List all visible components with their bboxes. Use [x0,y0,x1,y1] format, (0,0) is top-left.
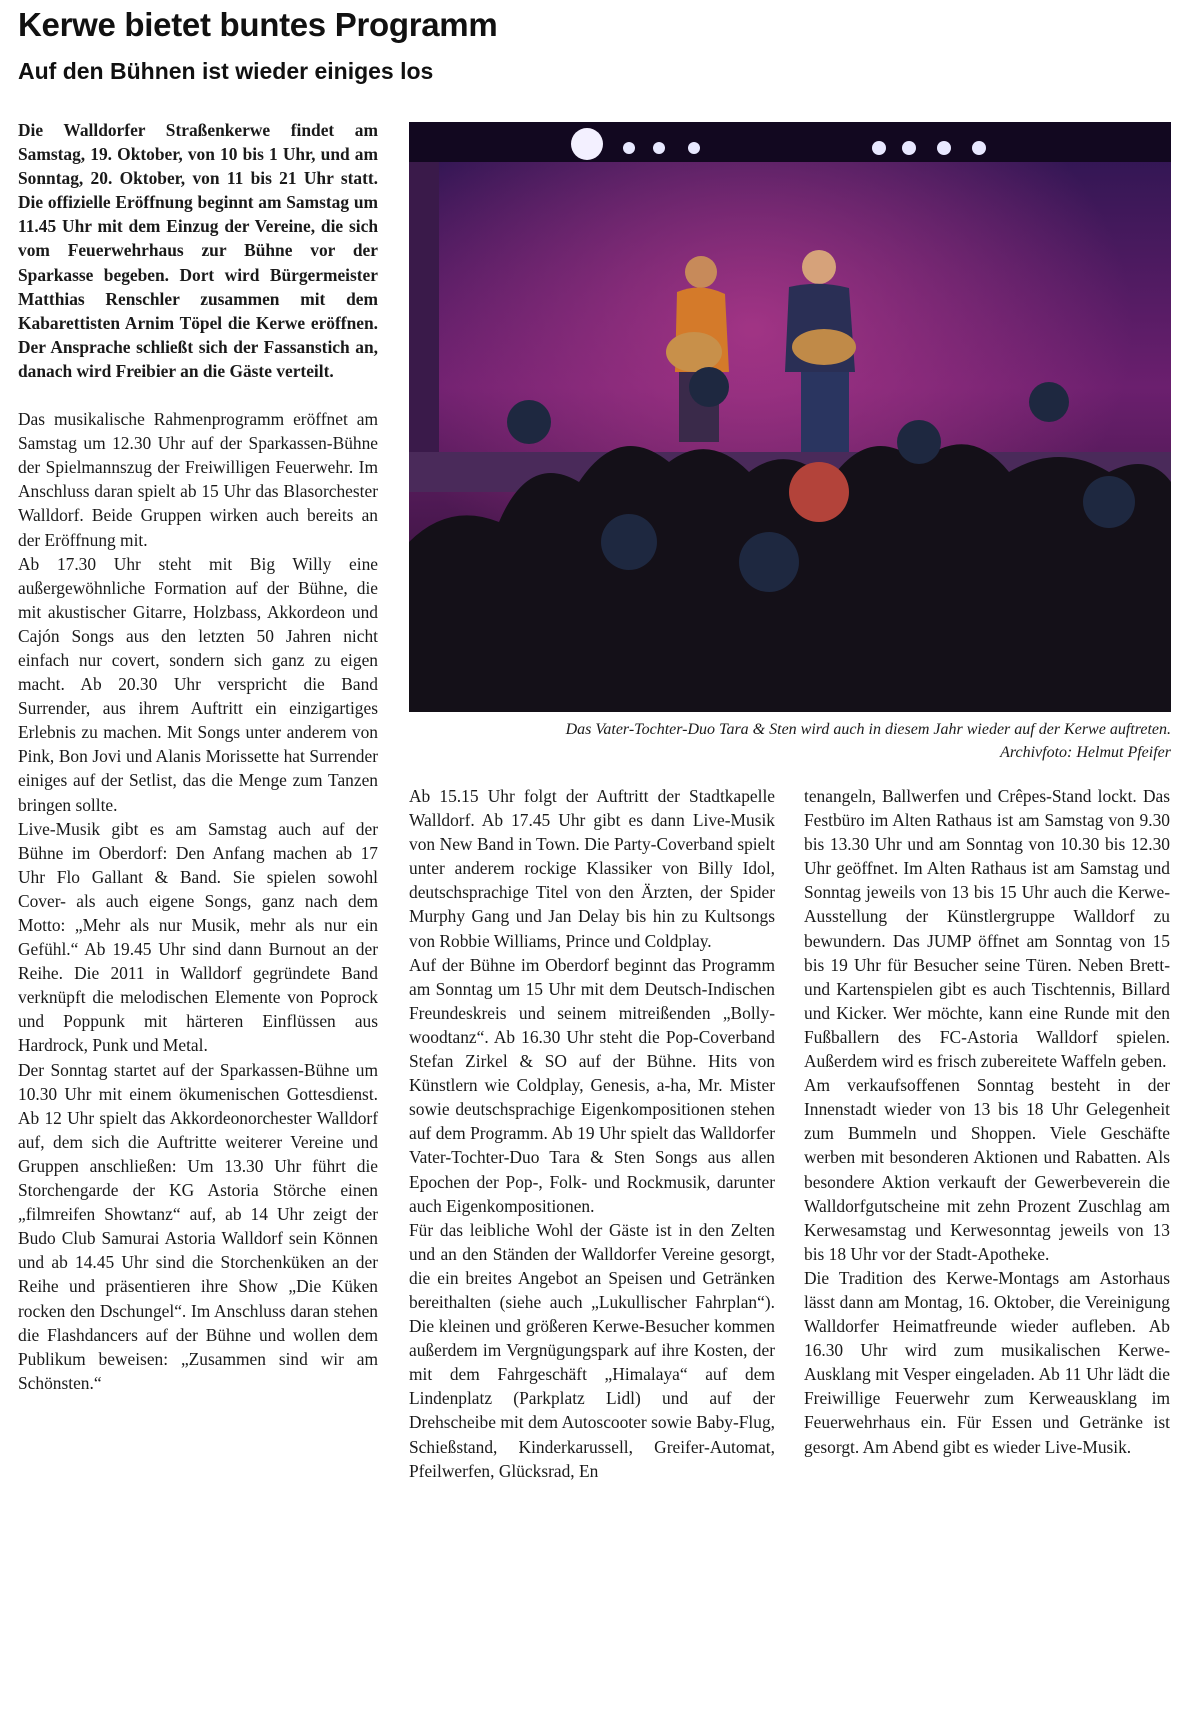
headline: Kerwe bietet buntes Programm [18,6,498,43]
article-column-3 [804,784,1170,1459]
body-paragraph: Live-Musik gibt es am Samstag auch auf der Bühne im Oberdorf: Den Anfang machen ab 17 Uhr Flo Gallant & Band. Sie spielen sowohl Cover- als auch eigene Songs, ganz nach dem Motto: „Mehr als nur Musik, mehr als nur ein Gefühl.“ Ab 19.45 Uhr sind dann Burnout an der Reihe. Die 2011 in Walldorf gegründete Band verknüpft die melodischen Elemente von Poprock und Poppunk mit härteren Einflüssen aus Hardrock, Punk und Metal. [18,818,378,1056]
body-paragraph: Das musikalische Rahmenprogramm eröffnet am Samstag um 12.30 Uhr auf der Sparkassen-Bühne der Spielmannszug der Freiwilligen Feuerwehr. Im Anschluss daran spielt ab 15 Uhr das Blasorchester Walldorf. Beide Gruppen wirken auch bereits an der Eröffnung mit. [18,409,378,550]
photo-credit: Archivfoto: Helmut Pfeifer [1000,744,1171,761]
subheadline: Auf den Bühnen ist wieder einiges los [18,58,434,84]
body-paragraph: Auf der Bühne im Oberdorf beginnt das Programm am Sonntag um 15 Uhr mit dem Deutsch-Indischen Freundeskreis und seinem mitreißenden „Bollywoodtanz“. Ab 16.30 Uhr steht die Pop-Coverband Stefan Zirkel & SO auf der Bühne. Hits von Künstlern wie Coldplay, Genesis, a-ha, Mr. Mister sowie deutschsprachige Eigenkompositionen stehen auf dem Programm. Ab 19 Uhr spielt das Walldorfer Vater-Tochter-Duo Tara & Sten Songs aus allen Epochen der Pop-, Folk- und Rockmusik, darunter auch Eigenkompositionen. [409,954,775,1216]
article-column-2 [409,784,775,1483]
body-paragraph: Die Tradition des Kerwe-Montags am Astorhaus lässt dann am Montag, 16. Oktober, die Vereinigung Walldorfer Heimatfreunde wieder aufleben. Ab 16.30 Uhr wird zum musikalischen Kerwe-Ausklang mit Vesper eingeladen. Ab 11 Uhr lädt die Freiwillige Feuerwehr zum Kerweausklang im Feuerwehrhaus ein. Für Essen und Getränke ist gesorgt. Am Abend gibt es wieder Live-Musik. [804,1267,1170,1457]
concert-photo-illustration [409,122,1171,712]
body-paragraph: Am verkaufsoffenen Sonntag besteht in der Innenstadt wieder von 13 bis 18 Uhr Gelegenheit zum Bummeln und Shoppen. Viele Geschäfte werben mit besonderen Aktionen und Rabatten. Als besondere Aktion verkauft der Gewerbeverein die Walldorfgutscheine mit zehn Prozent Zuschlag am Kerwesamstag und Kerwesonntag jeweils von 13 bis 18 Uhr vor der Stadt-Apotheke. [804,1075,1170,1264]
caption-text: Das Vater-Tochter-Duo Tara & Sten wird auch in diesem Jahr wieder auf der Kerwe auftreten. [565,721,1171,738]
photo-caption [409,718,1171,764]
body-paragraph: Für das leibliche Wohl der Gäste ist in den Zelten und an den Ständen der Walldorfer Vereine gesorgt, die ein breites Angebot an Speisen und Getränken bereithalten (siehe auch „Lukullischer Fahrplan“). Die kleinen und größeren Kerwe-Besucher kommen außerdem im Vergnügungspark auf ihre Kosten, der mit dem Fahrgeschäft „Himalaya“ auf dem Lindenplatz (Parkplatz Lidl) und auf der Drehscheibe mit dem Autoscooter sowie Baby-Flug, Schießstand, Kinderkarussell, Greifer-Automat, Pfeilwerfen, Glücksrad, En [409,1219,775,1481]
article-column-1 [18,118,378,1395]
lead-paragraph: Die Walldorfer Straßenkerwe findet am Samstag, 19. Oktober, von 10 bis 1 Uhr, und am Sonntag, 20. Oktober, von 11 bis 21 Uhr statt. Die offizielle Eröffnung beginnt am Samstag um 11.45 Uhr mit dem Einzug der Vereine, die sich vom Feuerwehrhaus zur Bühne vor der Sparkasse begeben. Dort wird Bürgermeister Matthias Renschler zusammen mit dem Kabarettisten Arnim Töpel die Kerwe eröffnen. Der Ansprache schließt sich der Fassanstich an, danach wird Freibier an die Gäste verteilt. [18,120,378,381]
body-paragraph: Ab 17.30 Uhr steht mit Big Willy eine außergewöhnliche Formation auf der Bühne, die mit akustischer Gitarre, Holzbass, Akkordeon und Cajón Songs aus den letzten 50 Jahren nicht einfach nur covert, sondern sich ganz zu eigen macht. Ab 20.30 Uhr verspricht die Band Surrender, aus ihrem Auftritt ein einzigartiges Erlebnis zu machen. Mit Songs unter anderem von Pink, Bon Jovi und Alanis Morissette hat Surrender einiges auf der Setlist, das die Menge zum Tanzen bringen sollte. [18,553,378,815]
body-paragraph: tenangeln, Ballwerfen und Crêpes-Stand lockt. Das Festbüro im Alten Rathaus ist am Samstag von 9.30 bis 13.30 Uhr und am Sonntag von 10.30 bis 12.30 Uhr geöffnet. Im Alten Rathaus ist am Samstag und Sonntag jeweils von 13 bis 15 Uhr auch die Kerwe-Ausstellung der Künstlergruppe Walldorf zu bewundern. Das JUMP öffnet am Sonntag von 15 bis 19 Uhr für Besucher seine Türen. Neben Brett- und Kartenspielen gibt es auch Tischtennis, Billard und Kicker. Wer möchte, kann eine Runde mit den Fußballern des FC-Astoria Walldorf spielen. Außerdem wird es frisch zubereitete Waffeln geben. [804,786,1170,1072]
body-paragraph: Der Sonntag startet auf der Sparkassen-Bühne um 10.30 Uhr mit einem ökumenischen Gottesdienst. Ab 12 Uhr spielt das Akkordeonorchester Walldorf auf, dem sich die Auftritte weiterer Vereine und Gruppen anschließen: Um 13.30 Uhr führt die Storchengarde der KG Astoria Störche einen „filmreifen Showtanz“ auf, ab 14 Uhr zeigt der Budo Club Samurai Astoria Walldorf sein Können und ab 14.45 Uhr sind die Storchenküken an der Reihe und präsentieren ihre Show „Die Küken rocken den Dschungel“. Im Anschluss daran stehen die Flashdancers auf der Bühne und wollen dem Publikum beweisen: „Zusammen sind wir am Schönsten.“ [18,1059,378,1393]
body-paragraph: Ab 15.15 Uhr folgt der Auftritt der Stadtkapelle Walldorf. Ab 17.45 Uhr gibt es dann Live-Musik von New Band in Town. Die Party-Coverband spielt unter anderem rockige Klassiker von Billy Idol, deutschsprachige Titel von den Ärzten, der Spider Murphy Gang und Jan Delay bis hin zu Kultsongs von Robbie Williams, Prince und Coldplay. [409,786,775,951]
concert-photo [409,122,1171,712]
